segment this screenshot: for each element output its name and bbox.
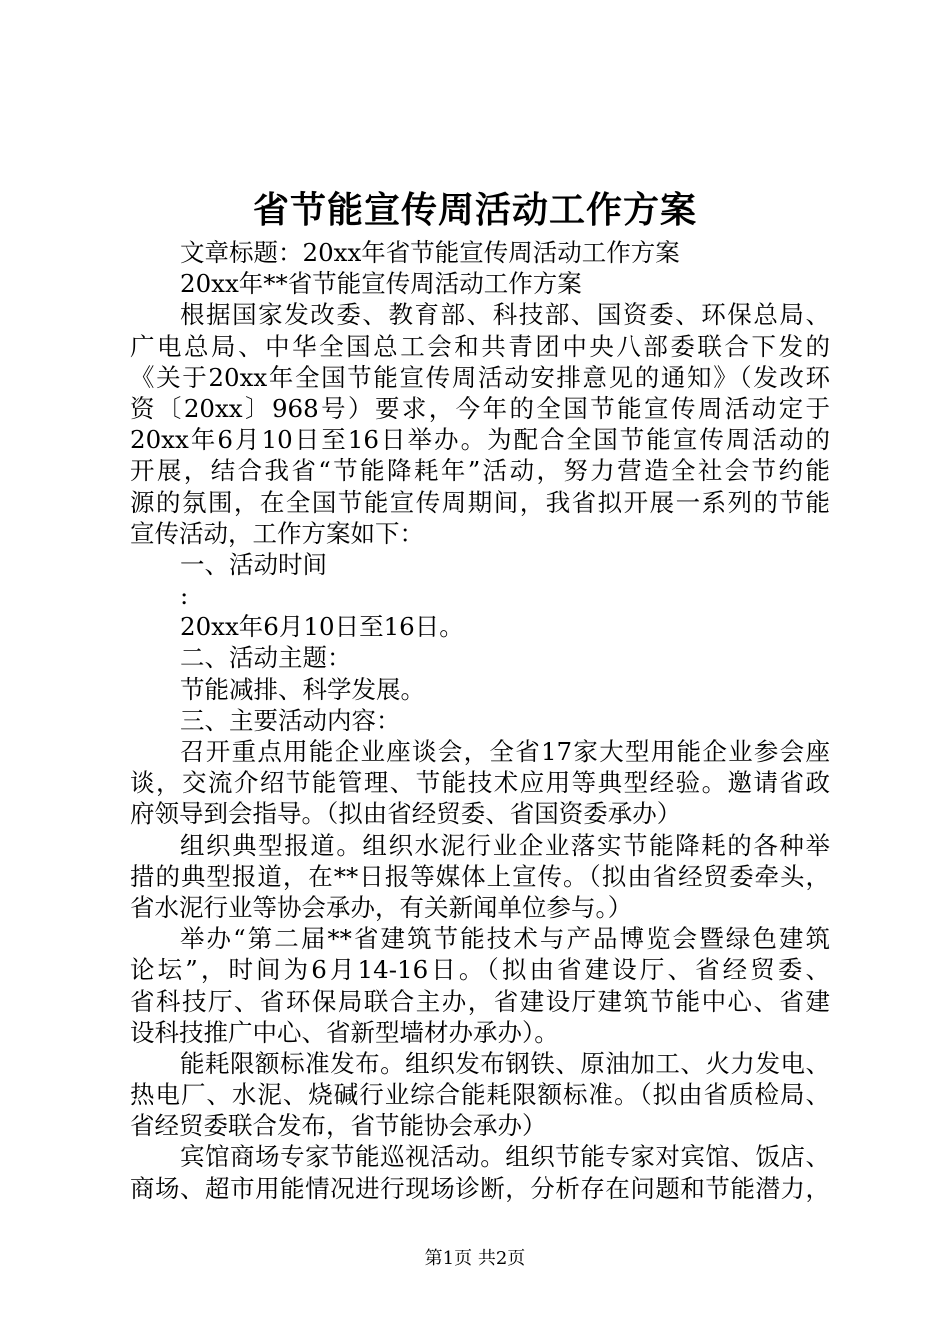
text-line: 措的典型报道，在**日报等媒体上宣传。（拟由省经贸委牵头， <box>130 861 830 891</box>
text-line: 设科技推广中心、省新型墙材办承办）。 <box>130 1017 559 1047</box>
text-line: 根据国家发改委、教育部、科技部、国资委、环保总局、 <box>180 300 830 330</box>
text-line: 能耗限额标准发布。组织发布钢铁、原油加工、火力发电、 <box>180 1048 830 1078</box>
text-line: 宾馆商场专家节能巡视活动。组织节能专家对宾馆、饭店、 <box>180 1142 830 1172</box>
text-line: : <box>180 581 189 611</box>
text-line: 节能减排、科学发展。 <box>180 674 425 704</box>
section-heading: 二、活动主题： <box>180 643 352 673</box>
text-line: 省水泥行业等协会承办，有关新闻单位参与。） <box>130 892 633 922</box>
text-line: 文章标题：20xx年省节能宣传周活动工作方案 <box>180 238 680 267</box>
section-heading: 三、主要活动内容： <box>180 705 401 735</box>
text-line: 广电总局、中华全国总工会和共青团中央八部委联合下发的 <box>130 331 830 361</box>
text-line: 召开重点用能企业座谈会，全省17家大型用能企业参会座 <box>180 737 830 766</box>
text-line: 资〔20xx〕968号）要求，今年的全国节能宣传周活动定于 <box>130 393 830 423</box>
section-heading: 一、活动时间 <box>180 549 327 579</box>
text-line: 论坛”，时间为6月14-16日。（拟由省建设厅、省经贸委、 <box>130 955 830 985</box>
text-line: 举办“第二届**省建筑节能技术与产品博览会暨绿色建筑 <box>180 924 830 954</box>
text-line: 《关于20xx年全国节能宣传周活动安排意见的通知》（发改环 <box>130 362 830 392</box>
page-footer: 第1页 共2页 <box>424 1248 526 1269</box>
text-line: 省科技厅、省环保局联合主办，省建设厅建筑节能中心、省建 <box>130 986 830 1016</box>
text-line: 府领导到会指导。（拟由省经贸委、省国资委承办） <box>130 799 682 829</box>
text-line: 20xx年**省节能宣传周活动工作方案 <box>180 269 582 299</box>
document-title: 省节能宣传周活动工作方案 <box>252 189 697 231</box>
text-line: 商场、超市用能情况进行现场诊断，分析存在问题和节能潜力， <box>130 1173 830 1203</box>
text-line: 20xx年6月10日至16日举办。为配合全国节能宣传周活动的 <box>130 425 830 455</box>
document-body <box>130 237 830 1204</box>
text-line: 开展，结合我省“节能降耗年”活动，努力营造全社会节约能 <box>130 456 830 486</box>
text-line: 谈，交流介绍节能管理、节能技术应用等典型经验。邀请省政 <box>130 768 830 798</box>
text-line: 组织典型报道。组织水泥行业企业落实节能降耗的各种举 <box>180 830 830 860</box>
text-line: 宣传活动，工作方案如下： <box>130 518 424 548</box>
text-line: 省经贸委联合发布，省节能协会承办） <box>130 1111 547 1141</box>
text-line: 20xx年6月10日至16日。 <box>180 612 464 642</box>
text-line: 热电厂、水泥、烧碱行业综合能耗限额标准。（拟由省质检局、 <box>130 1080 830 1110</box>
text-line: 源的氛围，在全国节能宣传周期间，我省拟开展一系列的节能 <box>130 487 830 517</box>
